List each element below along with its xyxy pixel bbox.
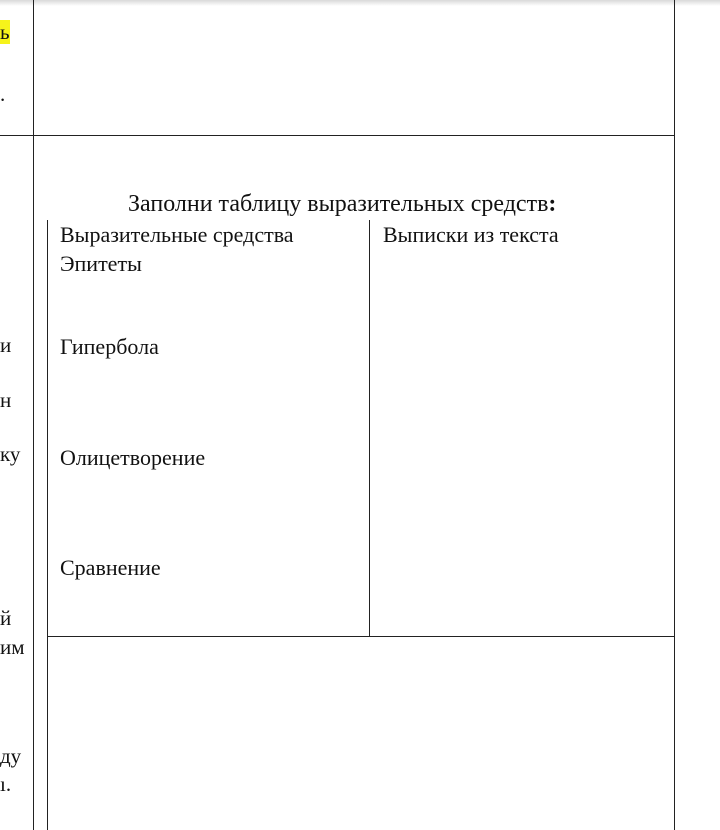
inner-table-left-border-lower <box>47 637 48 830</box>
left-fragment-8: ду <box>0 744 22 768</box>
outer-left-border <box>33 0 34 830</box>
table-row-device: Сравнение <box>60 555 161 580</box>
top-shadow <box>0 0 720 6</box>
highlighted-fragment: ь <box>0 20 10 44</box>
table-row-excerpt[interactable] <box>383 445 663 545</box>
left-fragment-2: . <box>0 82 6 106</box>
table-row-excerpt[interactable] <box>383 555 663 630</box>
inner-table-bottom-border <box>47 636 675 637</box>
left-fragment-7: им <box>0 635 25 659</box>
inner-table-column-divider <box>369 220 370 637</box>
left-fragment-4: н <box>0 388 12 412</box>
instruction-colon: : <box>548 191 557 217</box>
outer-right-border <box>674 0 675 830</box>
outer-row-divider <box>0 135 675 136</box>
column-header-devices: Выразительные средства <box>60 222 294 247</box>
left-fragment-3: и <box>0 333 12 357</box>
column-header-excerpts: Выписки из текста <box>383 222 559 247</box>
left-fragment-9: ı. <box>0 772 12 796</box>
left-fragment-1 <box>0 20 10 44</box>
instruction-text: Заполни таблицу выразительных средств <box>128 191 549 217</box>
instruction-heading <box>128 190 556 218</box>
table-row-device: Эпитеты <box>60 251 142 276</box>
table-row-device: Гипербола <box>60 334 159 359</box>
table-row-excerpt[interactable] <box>383 334 663 434</box>
left-fragment-6: й <box>0 606 12 630</box>
left-fragment-5: ку <box>0 442 21 466</box>
inner-table-left-border <box>47 220 48 637</box>
table-row-excerpt[interactable] <box>383 251 663 321</box>
table-row-device: Олицетворение <box>60 445 206 470</box>
